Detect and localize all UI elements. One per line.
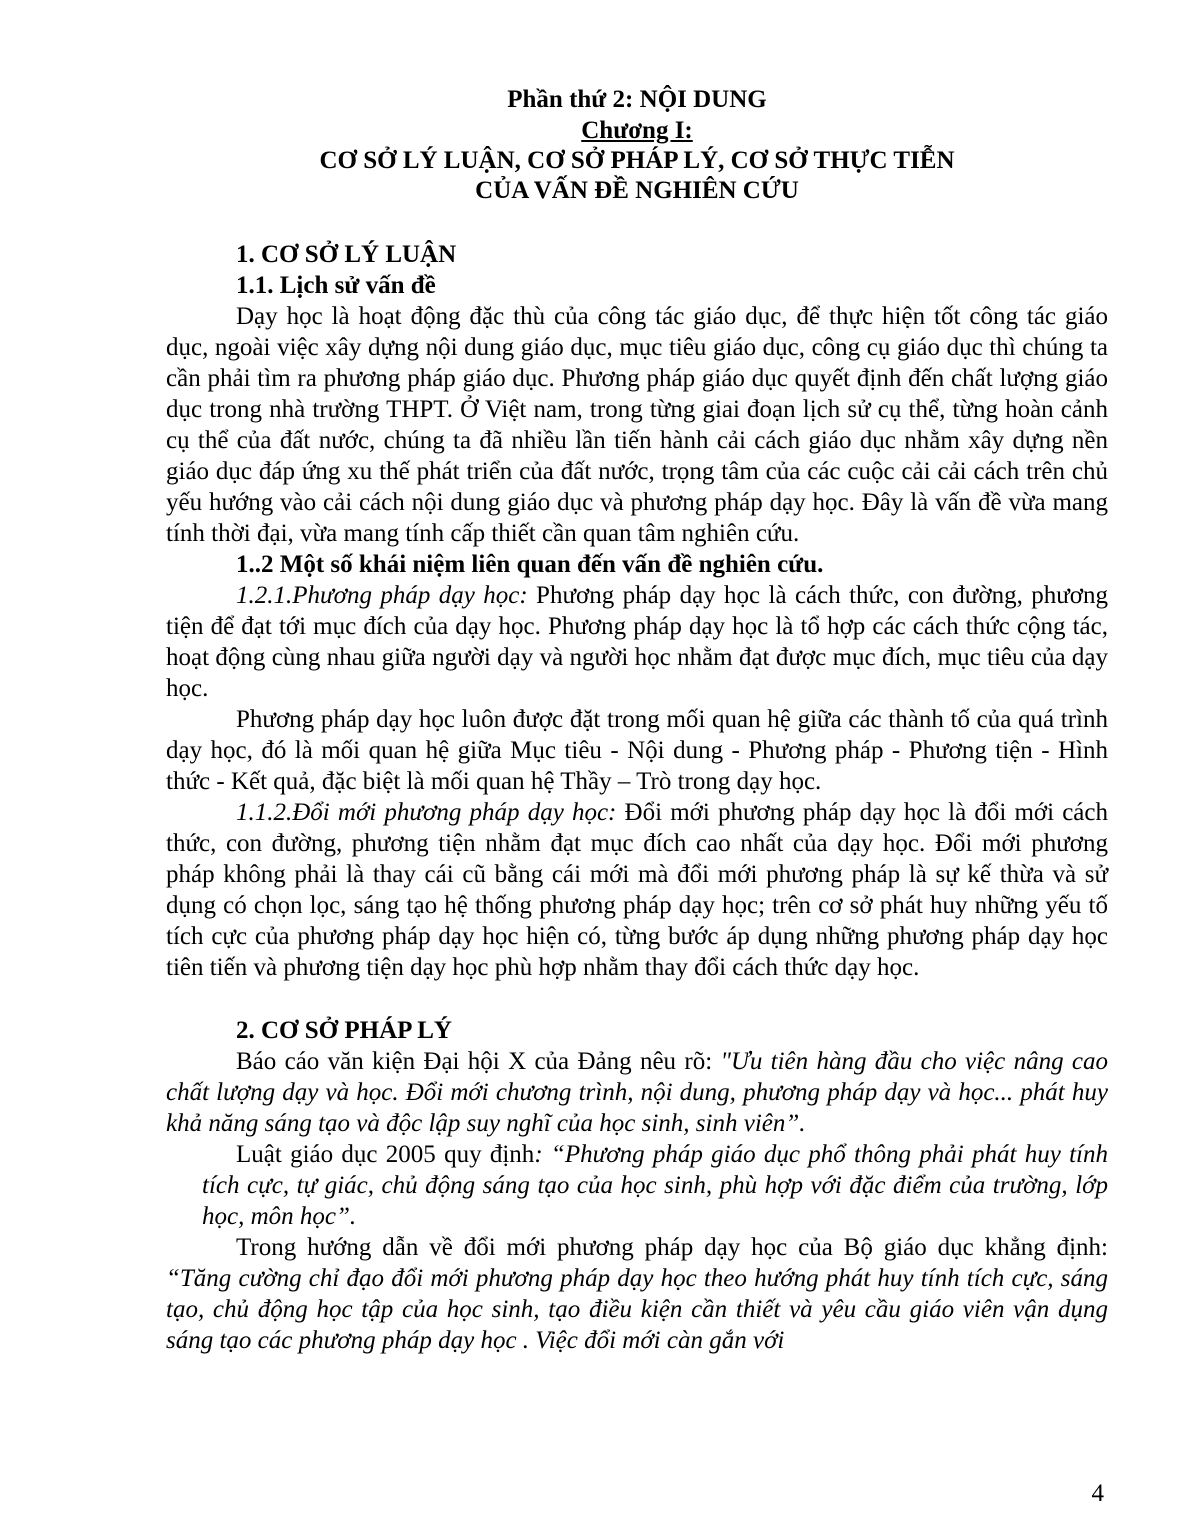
section1-2-heading: 1..2 Một số khái niệm liên quan đến vấn đề nghiên cứu. xyxy=(236,551,824,578)
page-number: 4 xyxy=(1091,1480,1104,1507)
paragraph-quote: “Tăng cường chỉ đạo đổi mới phương pháp dạy học theo hướng phát huy tính tích cực, sáng tạo, chủ động học tập của học sinh, tạo điều kiện cần thiết và yêu cầu giáo viên vận dụng sáng tạo các phương pháp dạy học . Việc đổi mới càn gắn với xyxy=(166,1265,1108,1354)
history-paragraph: Dạy học là hoạt động đặc thù của công tác giáo dục, để thực hiện tốt công tác giáo dục, ngoài việc xây dựng nội dung giáo dục, mục tiêu giáo dục, công cụ giáo dục thì chúng ta cần phải tìm ra phương pháp giáo dục. Phương pháp giáo dục quyết định đến chất lượng giáo dục trong nhà trường THPT. Ở Việt nam, trong từng giai đoạn lịch sử cụ thể, từng hoàn cảnh cụ thể của đất nước, chúng ta đã nhiều lần tiến hành cải cách giáo dục nhằm xây dựng nền giáo dục đáp ứng xu thế phát triển của đất nước, trọng tâm của các cuộc cải cải cách trên chủ yếu hướng vào cải cách nội dung giáo dục và phương pháp dạy học. Đây là vấn đề vừa mang tính thời đại, vừa mang tính cấp thiết cần quan tâm nghiên cứu. xyxy=(166,303,1108,547)
paragraph-quote: "Ưu tiên hàng đầu cho việc nâng cao chất lượng dạy và học. Đổi mới chương trình, nội dung, phương pháp dạy và học... phát huy khả năng sáng tạo và độc lập suy nghĩ của học sinh, sinh viên”. xyxy=(166,1048,1108,1137)
definition-teaching-method xyxy=(166,580,1108,704)
education-law-paragraph xyxy=(166,1139,1108,1232)
chapter-title-line2: CỦA VẤN ĐỀ NGHIÊN CỨU xyxy=(475,177,799,204)
paragraph-lead: Báo cáo văn kiện Đại hội X của Đảng nêu rõ: xyxy=(236,1048,721,1075)
chapter-title-line1: CƠ SỞ LÝ LUẬN, CƠ SỞ PHÁP LÝ, CƠ SỞ THỰC TIỄN xyxy=(319,147,955,174)
definition-term: 1.2.1.Phương pháp dạy học: xyxy=(236,582,528,609)
chapter-label: Chương I: xyxy=(581,117,693,144)
relation-paragraph: Phương pháp dạy học luôn được đặt trong mối quan hệ giữa các thành tố của quá trình dạy học, đó là mối quan hệ giữa Mục tiêu - Nội dung - Phương pháp - Phương tiện - Hình thức - Kết quả, đặc biệt là mối quan hệ Thầy – Trò trong dạy học. xyxy=(166,706,1108,795)
definition-method-innovation xyxy=(166,797,1108,983)
section2-heading: 2. CƠ SỞ PHÁP LÝ xyxy=(236,1017,452,1044)
paragraph-lead: Luật giáo dục 2005 quy định xyxy=(236,1141,535,1168)
definition-term: 1.1.2.Đổi mới phương pháp dạy học: xyxy=(236,799,617,826)
paragraph-lead: Trong hướng dẫn về đổi mới phương pháp dạy học của Bộ giáo dục khẳng định: xyxy=(236,1234,1108,1261)
party-congress-paragraph xyxy=(166,1046,1108,1139)
definition-text: Phương pháp dạy học là cách thức, con đường, phương tiện để đạt tới mục đích của dạy học. Phương pháp dạy học là tổ hợp các cách thức cộng tác, hoạt động cùng nhau giữa người dạy và người học nhằm đạt được mục đích, mục tiêu của dạy học. xyxy=(166,582,1108,702)
page-content xyxy=(166,85,1108,1356)
section1-heading: 1. CƠ SỞ LÝ LUẬN xyxy=(236,241,457,268)
part-title: Phần thứ 2: NỘI DUNG xyxy=(507,86,767,113)
paragraph-quote: : “Phương pháp giáo dục phổ thông phải phát huy tính tích cực, tự giác, chủ động sáng tạo của học sinh, phù hợp với đặc điểm của trường, lớp học, môn học”. xyxy=(202,1141,1108,1230)
ministry-guidance-paragraph xyxy=(166,1232,1108,1356)
definition-text: Đổi mới phương pháp dạy học là đổi mới cách thức, con đường, phương tiện nhằm đạt mục đích cao nhất của dạy học. Đổi mới phương pháp không phải là thay cái cũ bằng cái mới mà đổi mới phương pháp là sự kế thừa và sử dụng có chọn lọc, sáng tạo hệ thống phương pháp dạy học; trên cơ sở phát huy những yếu tố tích cực của phương pháp dạy học hiện có, từng bước áp dụng những phương pháp dạy học tiên tiến và phương tiện dạy học phù hợp nhằm thay đổi cách thức dạy học. xyxy=(166,799,1108,981)
section1-1-heading: 1.1. Lịch sử vấn đề xyxy=(236,272,436,299)
